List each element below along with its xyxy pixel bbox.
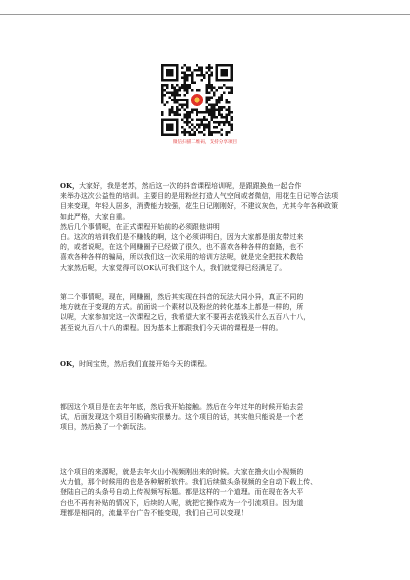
text-line: 大家然后呢，大家觉得可以OK认可我们这个人，我们就觉得已经满足了。 [60, 263, 287, 272]
text-line: 登陆自己的头条号自动上传视频写标题。都是这样的一个道理。而在现在各大平 [60, 488, 304, 497]
text-line: 以呢，大家参加完这一次课程之后，我希望大家不要再去花钱买什么五百八十八， [60, 313, 311, 322]
text-line [60, 181, 356, 191]
text-line: 如此严格，大家自重。 [60, 212, 130, 221]
paragraph-third [60, 359, 356, 369]
bold-lead: OK， [60, 360, 80, 368]
text-line: 甚至说九百八十八的课程。因为基本上都跟我们今天讲的课程是一样的。 [60, 323, 283, 332]
paragraph-fourth [60, 402, 356, 433]
text-line: 理都是相同的，流量平台广告不能变现，我们自己可以变现！ [60, 508, 248, 517]
text-line: 都因这个项目是在去年年底，然后我开始接触。然后在今年过年的时候开始去尝 [60, 403, 304, 411]
qr-code-image [161, 64, 233, 136]
text-line: 火力值，那个时候用的也是各种解析软件。我们后续做头条视频的全自动下载上传、 [60, 478, 318, 487]
text-line: 台也不再有补贴的情况下，后续的人呢，就把它操作成为一个引流项目。因为道 [60, 498, 304, 507]
text-line: 这个项目的来源呢，就是去年火山小视频刚出来的时候。大家在撸火山小视频的 [60, 468, 304, 476]
text-line: 项目，然后换了一个新玩法。 [60, 423, 151, 432]
text-line: 试，后面发现这个项目引粉确实很暴力。这个项目的话，其实他只能说是一个老 [60, 413, 304, 422]
text-line [60, 359, 356, 369]
bold-lead: OK， [60, 182, 80, 190]
text-line: 的，或者说呢，在这个网赚圈子已经做了很久，也不喜欢各种各样的套路，也不 [60, 243, 304, 252]
text-line: 然后几个事情呢，在正式课程开始前的必须跟他讲明 [60, 222, 220, 231]
qr-caption: 微信扫描二维码，支持分享项目 [172, 140, 238, 145]
paragraph-second [60, 292, 356, 333]
text-line-content: 时间宝贵，然后我们直接开始今天的课程。 [79, 360, 212, 368]
text-line: 来举办这次公益性的培训。主要目的是用粉丝打造人气空间或者微信，用花生日记等合法项 [60, 192, 339, 201]
top-divider [0, 14, 410, 15]
text-line: 白。这次的培训我们是不赚钱的啊，这个必须讲明白，因为大家都是朋友带过来 [60, 233, 304, 242]
text-line: 喜欢各种各样的骗局，所以我们这一次采用的培训方法呢，就是完全把技术教给 [60, 253, 304, 262]
paragraph-fifth [60, 467, 356, 518]
text-line: 目来变现，年轻人居多，消费能力较强，花生日记刚刚好，不建议灰色，尤其今年各种政策 [60, 202, 339, 211]
text-line: 第二个事情呢，现在，网赚圈，然后其实现在抖音的玩法大同小异，真正不同的 [60, 293, 304, 301]
paragraph-intro [60, 181, 356, 273]
text-line-content: 大家好，我是老苏，然后这一次的抖音课程培训呢，是跟跟换鱼一起合作 [79, 182, 302, 190]
text-line: 地方就在于变现的方式。前面说一个素材以及粉丝的转化基本上都是一样的，所 [60, 303, 304, 312]
